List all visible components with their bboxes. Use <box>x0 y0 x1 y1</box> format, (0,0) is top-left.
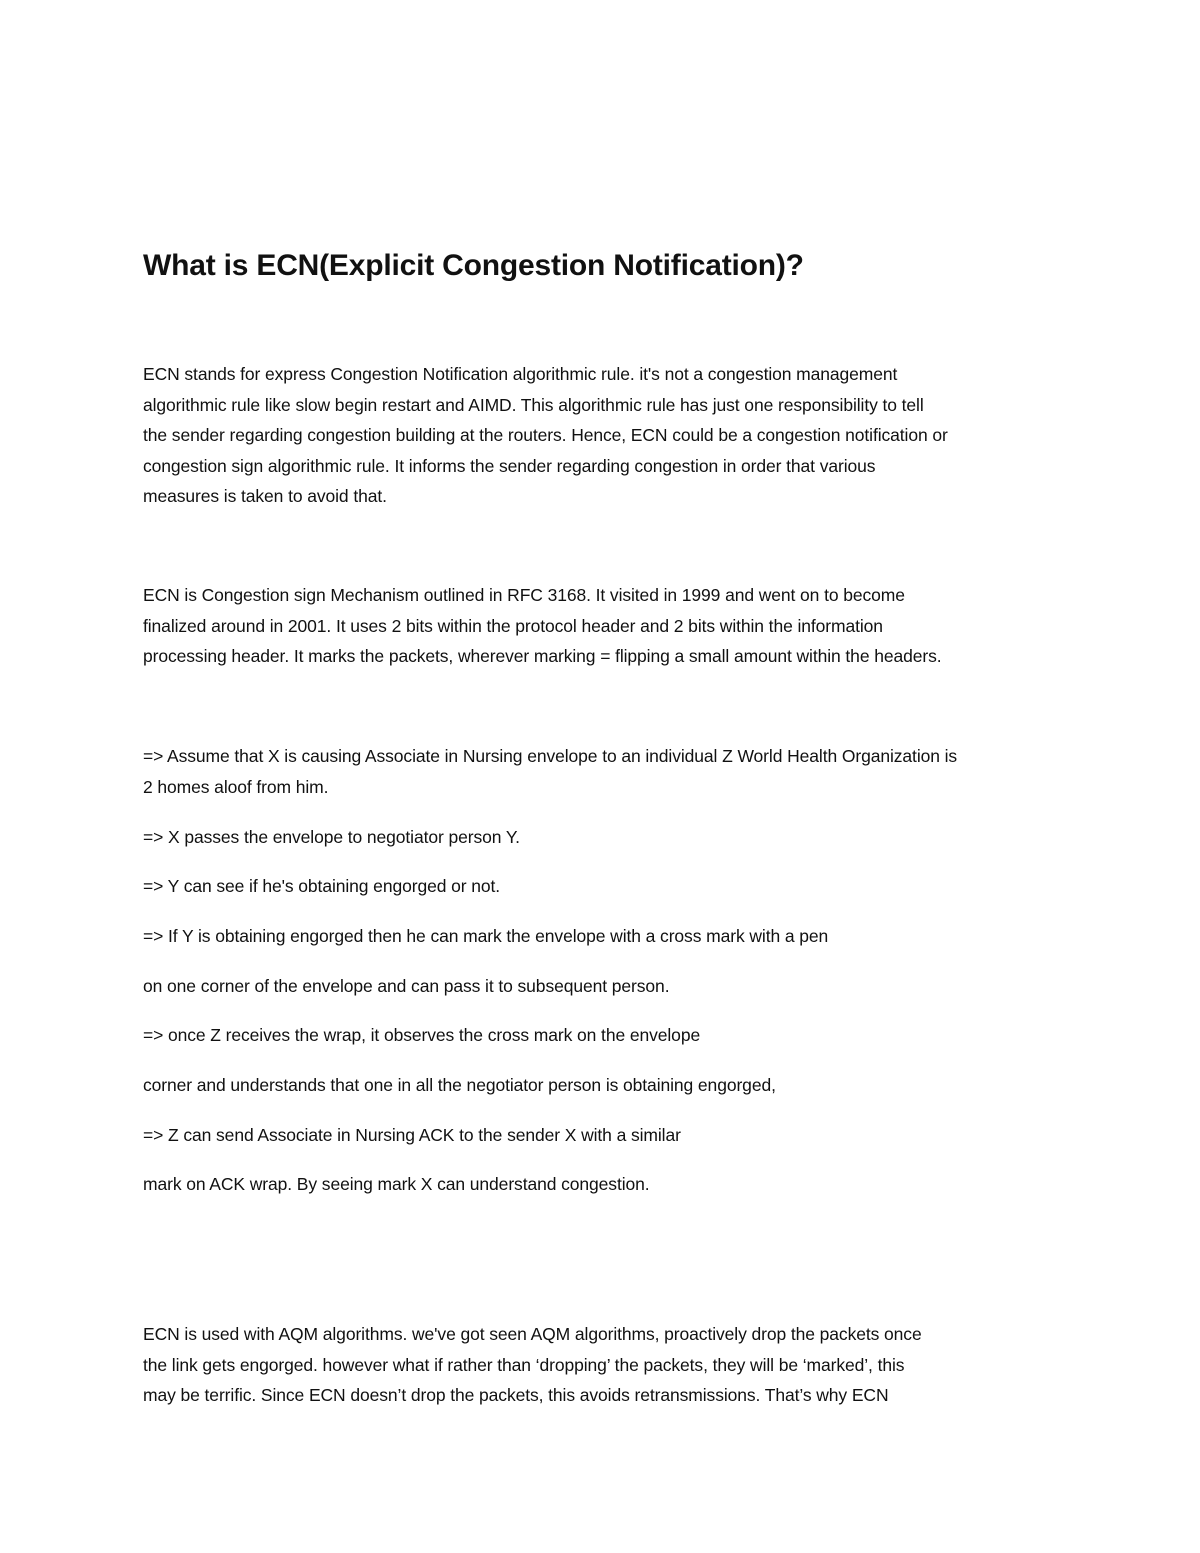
list-item-y-marks-continued: on one corner of the envelope and can pass it to subsequent person. <box>143 976 670 996</box>
paragraph-line: => Assume that X is causing Associate in Nursing envelope to an individual Z World Health Organization is <box>143 746 958 766</box>
paragraph-line: measures is taken to avoid that. <box>143 486 387 506</box>
paragraph-line: 2 homes aloof from him. <box>143 776 329 797</box>
list-item-assume <box>143 741 1073 802</box>
list-item-y-checks: => Y can see if he's obtaining engorged or not. <box>143 876 501 896</box>
list-item-z-receives-continued: corner and understands that one in all the negotiator person is obtaining engorged, <box>143 1075 776 1095</box>
paragraph-line: algorithmic rule like slow begin restart and AIMD. This algorithmic rule has just one responsibility to tell <box>143 394 924 415</box>
paragraph-line: the sender regarding congestion building at the routers. Hence, ECN could be a congestion notification or <box>143 425 948 445</box>
paragraph-ecn-definition <box>143 359 1073 512</box>
paragraph-line: ECN is Congestion sign Mechanism outlined in RFC 3168. It visited in 1999 and went on to become <box>143 585 905 605</box>
paragraph-line: the link gets engorged. however what if rather than ‘dropping’ the packets, they will be ‘marked’, this <box>143 1354 905 1375</box>
paragraph-line: ECN is used with AQM algorithms. we've got seen AQM algorithms, proactively drop the packets once <box>143 1324 922 1344</box>
paragraph-line: ECN stands for express Congestion Notification algorithmic rule. it's not a congestion management <box>143 364 898 384</box>
list-item-z-receives: => once Z receives the wrap, it observes the cross mark on the envelope <box>143 1025 701 1045</box>
paragraph-ecn-aqm <box>143 1319 1073 1411</box>
list-item-x-passes: => X passes the envelope to negotiator person Y. <box>143 827 520 847</box>
document-title: What is ECN(Explicit Congestion Notification)? <box>143 249 804 282</box>
list-item-z-sends-ack: => Z can send Associate in Nursing ACK to the sender X with a similar <box>143 1125 681 1145</box>
paragraph-ecn-mechanism <box>143 580 1073 672</box>
paragraph-line: congestion sign algorithmic rule. It informs the sender regarding congestion in order that various <box>143 455 876 476</box>
paragraph-line: may be terrific. Since ECN doesn’t drop the packets, this avoids retransmissions. That’s why ECN <box>143 1385 889 1405</box>
paragraph-line: finalized around in 2001. It uses 2 bits within the protocol header and 2 bits within the information <box>143 615 883 636</box>
paragraph-line: processing header. It marks the packets, wherever marking = flipping a small amount within the headers. <box>143 646 942 666</box>
list-item-z-sends-ack-continued: mark on ACK wrap. By seeing mark X can understand congestion. <box>143 1174 650 1194</box>
list-item-y-marks: => If Y is obtaining engorged then he can mark the envelope with a cross mark with a pen <box>143 926 829 946</box>
